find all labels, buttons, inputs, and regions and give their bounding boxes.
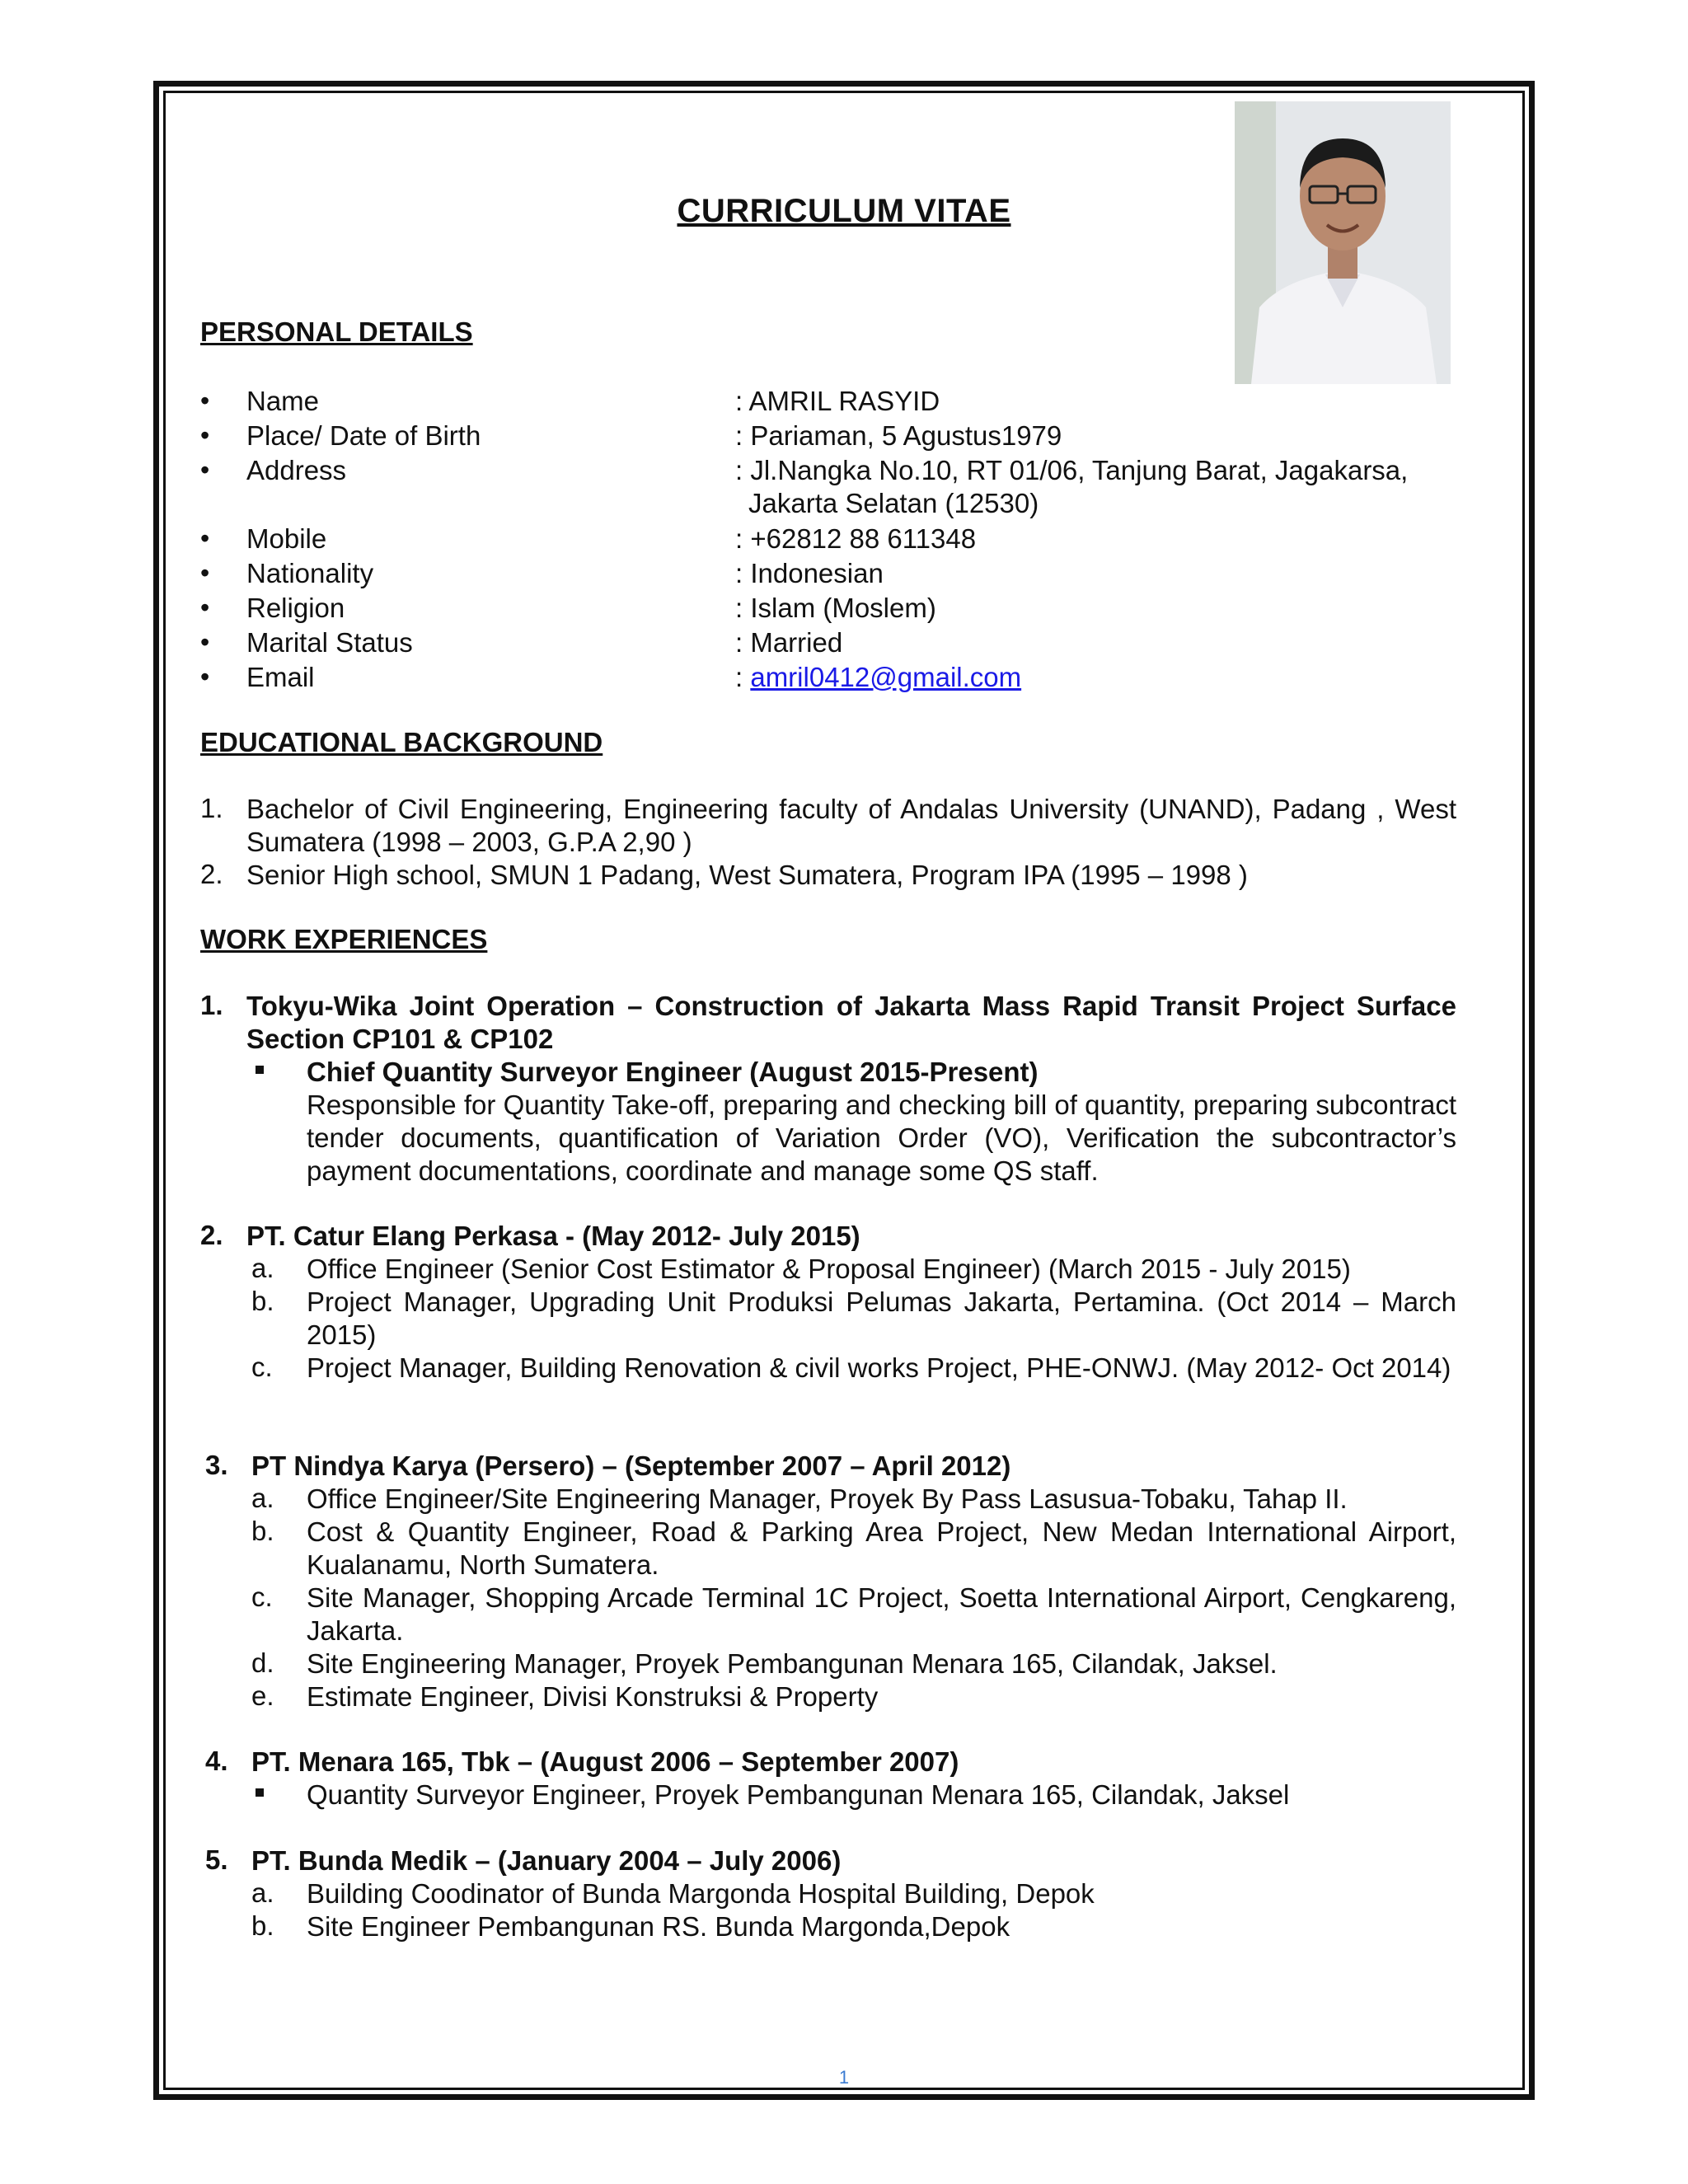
- detail-label: Mobile: [246, 523, 327, 554]
- bullet-icon: •: [200, 627, 210, 657]
- list-number: 1.: [200, 793, 223, 823]
- detail-value: : Pariaman, 5 Agustus1979: [735, 420, 1062, 451]
- bullet-icon: •: [200, 386, 210, 415]
- list-letter: c.: [251, 1352, 273, 1382]
- job-title: PT Nindya Karya (Persero) – (September 2007 – April 2012): [251, 1451, 1011, 1481]
- list-letter: b.: [251, 1286, 274, 1316]
- education-item: Senior High school, SMUN 1 Padang, West Sumatera, Program IPA (1995 – 1998 ): [246, 860, 1248, 890]
- detail-label: Religion: [246, 593, 345, 623]
- detail-label: Name: [246, 386, 320, 416]
- list-number: 2.: [200, 859, 223, 889]
- detail-value: : +62812 88 611348: [735, 523, 977, 554]
- detail-value: : Jl.Nangka No.10, RT 01/06, Tanjung Barat, Jagakarsa,: [735, 455, 1409, 485]
- bullet-icon: •: [200, 523, 210, 553]
- job-number: 4.: [205, 1746, 228, 1776]
- job-item: Office Engineer (Senior Cost Estimator & Proposal Engineer) (March 2015 - July 2015): [307, 1254, 1351, 1284]
- list-letter: b.: [251, 1516, 274, 1546]
- email-link[interactable]: amril0412@gmail.com: [750, 662, 1022, 692]
- email-prefix: :: [735, 662, 751, 692]
- list-letter: c.: [251, 1582, 273, 1612]
- job-item: Site Engineering Manager, Proyek Pembangunan Menara 165, Cilandak, Jaksel.: [307, 1648, 1278, 1679]
- detail-label: Address: [246, 455, 347, 485]
- job-description: Responsible for Quantity Take-off, preparing and checking bill of quantity, preparing subcontract tender documents, quantification of Variation Order (VO), Verification the subcontractor’s payment documentations, coordinate and manage some QS staff.: [307, 1090, 1456, 1186]
- list-letter: a.: [251, 1483, 274, 1513]
- detail-value-continued: Jakarta Selatan (12530): [748, 488, 1039, 518]
- personal-details-heading: PERSONAL DETAILS: [200, 316, 473, 347]
- list-letter: a.: [251, 1877, 274, 1908]
- detail-label: Email: [246, 662, 315, 692]
- page-number: 1: [838, 2067, 850, 2088]
- job-item: Office Engineer/Site Engineering Manager, Proyek By Pass Lasusua-Tobaku, Tahap II.: [307, 1483, 1348, 1514]
- detail-value: : AMRIL RASYID: [735, 386, 940, 416]
- list-letter: d.: [251, 1647, 274, 1678]
- job-number: 5.: [205, 1844, 228, 1875]
- square-bullet-icon: [256, 1066, 264, 1074]
- square-bullet-icon: [256, 1788, 264, 1797]
- bullet-icon: •: [200, 558, 210, 588]
- detail-value: : Married: [735, 627, 843, 658]
- list-letter: a.: [251, 1253, 274, 1283]
- profile-photo: [1235, 101, 1451, 384]
- bullet-icon: •: [200, 593, 210, 622]
- job-item: Site Engineer Pembangunan RS. Bunda Margonda,Depok: [307, 1911, 1010, 1942]
- detail-label: Nationality: [246, 558, 374, 588]
- detail-value: : Indonesian: [735, 558, 884, 588]
- education-heading: EDUCATIONAL BACKGROUND: [200, 727, 603, 757]
- job-title: PT. Menara 165, Tbk – (August 2006 – September 2007): [251, 1746, 959, 1777]
- bullet-icon: •: [200, 420, 210, 450]
- detail-value: [735, 662, 1021, 693]
- list-letter: e.: [251, 1680, 274, 1711]
- job-number: 2.: [200, 1220, 223, 1250]
- job-item: Site Manager, Shopping Arcade Terminal 1C Project, Soetta International Airport, Cengkareng, Jakarta.: [307, 1582, 1456, 1646]
- job-title: PT. Bunda Medik – (January 2004 – July 2006): [251, 1845, 842, 1876]
- job-item: Building Coodinator of Bunda Margonda Hospital Building, Depok: [307, 1878, 1095, 1909]
- job-item: Cost & Quantity Engineer, Road & Parking Area Project, New Medan International Airport, Kualanamu, North Sumatera.: [307, 1516, 1456, 1580]
- job-role: Quantity Surveyor Engineer, Proyek Pembangunan Menara 165, Cilandak, Jaksel: [307, 1779, 1290, 1810]
- detail-label: Place/ Date of Birth: [246, 420, 481, 451]
- job-number: 3.: [205, 1450, 228, 1480]
- bullet-icon: •: [200, 455, 210, 485]
- job-item: Estimate Engineer, Divisi Konstruksi & Property: [307, 1681, 879, 1712]
- job-number: 1.: [200, 990, 223, 1020]
- detail-value: : Islam (Moslem): [735, 593, 936, 623]
- job-item: Project Manager, Upgrading Unit Produksi Pelumas Jakarta, Pertamina. (Oct 2014 – March 2015): [307, 1286, 1456, 1350]
- job-title: PT. Catur Elang Perkasa - (May 2012- July 2015): [246, 1221, 860, 1251]
- bullet-icon: •: [200, 662, 210, 691]
- list-letter: b.: [251, 1910, 274, 1941]
- job-title: Tokyu-Wika Joint Operation – Construction of Jakarta Mass Rapid Transit Project Surface Section CP101 & CP102: [246, 991, 1456, 1054]
- education-item: Bachelor of Civil Engineering, Engineering faculty of Andalas University (UNAND), Padang , West Sumatera (1998 – 2003, G.P.A 2,90 ): [246, 794, 1456, 857]
- detail-label: Marital Status: [246, 627, 413, 658]
- job-role: Chief Quantity Surveyor Engineer (August 2015-Present): [307, 1057, 1039, 1087]
- work-heading: WORK EXPERIENCES: [200, 924, 488, 954]
- document-title: CURRICULUM VITAE: [677, 193, 1011, 229]
- job-item: Project Manager, Building Renovation & civil works Project, PHE-ONWJ. (May 2012- Oct 2014): [307, 1352, 1451, 1383]
